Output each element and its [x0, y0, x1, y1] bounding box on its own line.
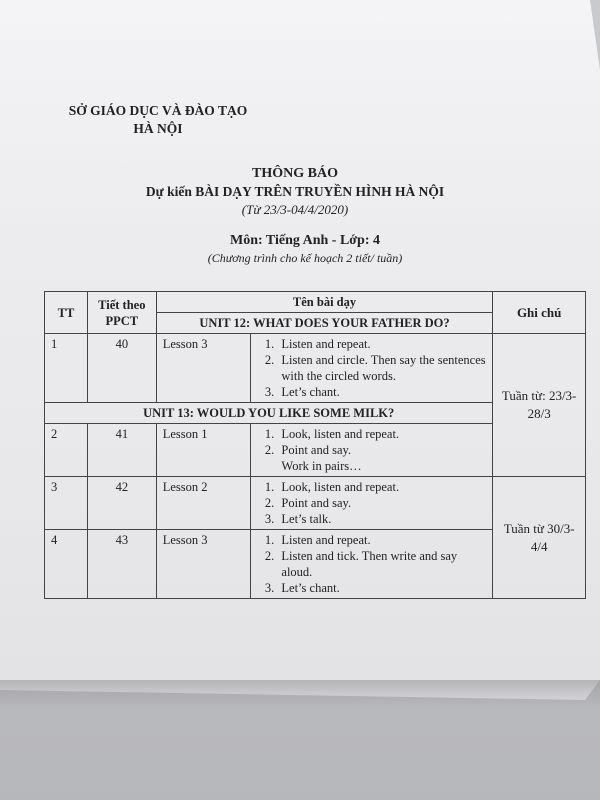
activity-item: 3. Let’s chant. [277, 580, 486, 596]
cell-tt: 4 [45, 530, 88, 599]
cell-activities [251, 424, 493, 477]
lesson-plan-table [44, 291, 586, 599]
table-header-row [45, 292, 586, 313]
header-lesson-name: Tên bài dạy [156, 292, 493, 313]
cell-activities [251, 334, 493, 403]
cell-week-note: Tuần từ: 23/3-28/3 [493, 334, 586, 477]
activity-item: 3. Let’s talk. [277, 511, 486, 527]
notice-subtitle: Dự kiến BÀI DẠY TRÊN TRUYỀN HÌNH HÀ NỘI [145, 184, 445, 199]
cell-week-note: Tuần từ 30/3-4/4 [493, 477, 586, 599]
activity-item: 1. Listen and repeat. [277, 336, 486, 352]
activity-item [277, 442, 486, 474]
cell-lesson: Lesson 3 [156, 334, 251, 403]
activity-item: 3. Let’s chant. [277, 384, 486, 400]
cell-activities [251, 530, 493, 599]
activity-item: 1. Look, listen and repeat. [277, 426, 486, 442]
table-row [45, 477, 586, 530]
organization-header [58, 102, 258, 138]
cell-lesson: Lesson 3 [156, 530, 251, 599]
cell-lesson: Lesson 1 [156, 424, 251, 477]
notice-date-range: (Từ 23/3-04/4/2020) [241, 202, 349, 217]
org-line-1: SỞ GIÁO DỤC VÀ ĐÀO TẠO [68, 103, 248, 118]
cell-period: 42 [87, 477, 156, 530]
activity-item: 1. Listen and repeat. [277, 532, 486, 548]
activity-extra: Work in pairs… [281, 459, 362, 473]
cell-period: 41 [87, 424, 156, 477]
unit-title: UNIT 12: WHAT DOES YOUR FATHER DO? [156, 313, 493, 334]
header-tt: TT [45, 292, 88, 334]
unit-title: UNIT 13: WOULD YOU LIKE SOME MILK? [45, 403, 493, 424]
cell-tt: 2 [45, 424, 88, 477]
cell-lesson: Lesson 2 [156, 477, 251, 530]
activity-item: 1. Look, listen and repeat. [277, 479, 486, 495]
cell-tt: 3 [45, 477, 88, 530]
cell-activities [251, 477, 493, 530]
header-period: Tiết theo PPCT [87, 292, 156, 334]
org-line-2: HÀ NỘI [133, 121, 183, 136]
paper-shadow [0, 680, 600, 710]
activity-item: 2. Listen and tick. Then write and say aloud. [277, 548, 486, 580]
subject-block [170, 232, 440, 266]
activity-item: 2. Point and say. [277, 495, 486, 511]
cell-tt: 1 [45, 334, 88, 403]
cell-period: 43 [87, 530, 156, 599]
activity-item: 2. Listen and circle. Then say the sentences with the circled words. [277, 352, 486, 384]
notice-title-block [130, 165, 460, 219]
header-note: Ghi chú [493, 292, 586, 334]
subject-line: Môn: Tiếng Anh - Lớp: 4 [230, 233, 380, 248]
notice-title: THÔNG BÁO [252, 166, 338, 181]
cell-period: 40 [87, 334, 156, 403]
subject-note: (Chương trình cho kế hoạch 2 tiết/ tuần) [207, 251, 403, 265]
table-row [45, 334, 586, 403]
activity-text: Point and say. [281, 443, 352, 457]
